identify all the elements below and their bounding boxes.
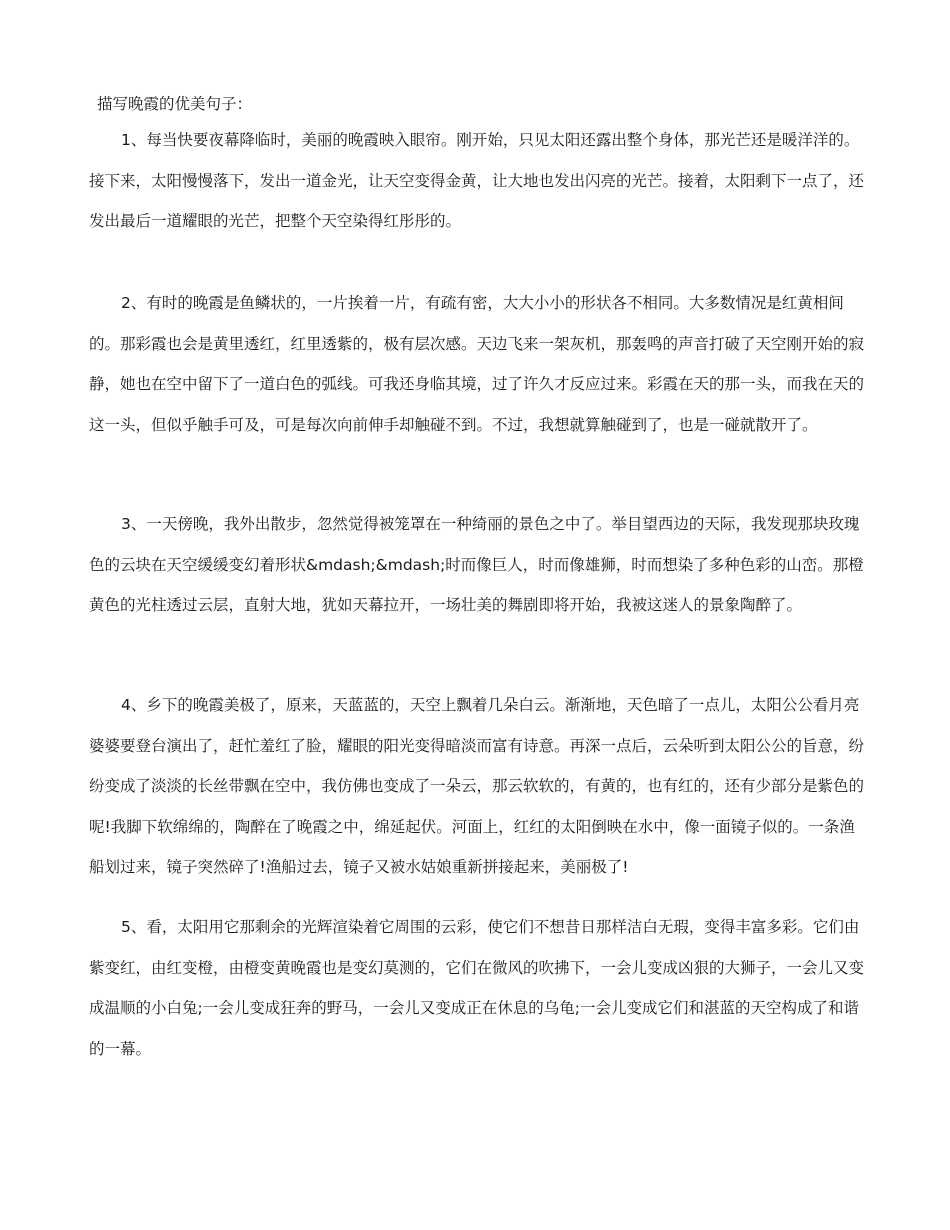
paragraph-4: 4、乡下的晚霞美极了，原来，天蓝蓝的，天空上飘着几朵白云。渐渐地，天色暗了一点儿，太阳公公看月亮婆婆要登台演出了，赶忙羞红了脸，耀眼的阳光变得暗淡而富有诗意。再深一点后，云朵听到太阳公公的旨意，纷纷变成了淡淡的长丝带飘在空中，我仿佛也变成了一朵云，那云软软的，有黄的，也有红的，还有少部分是紫色的呢!我脚下软绵绵的，陶醉在了晚霞之中，绵延起伏。河面上，红红的太阳倒映在水中，像一面镜子似的。一条渔船划过来，镜子突然碎了!渔船过去，镜子又被水姑娘重新拼接起来，美丽极了!: [89, 696, 865, 876]
paragraph-2: 2、有时的晚霞是鱼鳞状的，一片挨着一片，有疏有密，大大小小的形状各不相同。大多数情况是红黄相间的。那彩霞也会是黄里透红，红里透紫的，极有层次感。天边飞来一架灰机，那轰鸣的声音打破了天空刚开始的寂静，她也在空中留下了一道白色的弧线。可我还身临其境，过了许久才反应过来。彩霞在天的那一头，而我在天的这一头，但似乎触手可及，可是每次向前伸手却触碰不到。不过，我想就算触碰到了，也是一碰就散开了。: [89, 294, 865, 434]
paragraph-3: 3、一天傍晚，我外出散步，忽然觉得被笼罩在一种绮丽的景色之中了。举目望西边的天际，我发现那块玫瑰色的云块在天空缓缓变幻着形状&mdash;&mdash;时而像巨人，时而像雄狮，时而想染了多种色彩的山峦。那橙黄色的光柱透过云层，直射大地，犹如天幕拉开，一场壮美的舞剧即将开始，我被这迷人的景象陶醉了。: [89, 515, 864, 614]
paragraph-1: 1、每当快要夜幕降临时，美丽的晚霞映入眼帘。刚开始，只见太阳还露出整个身体，那光芒还是暖洋洋的。接下来，太阳慢慢落下，发出一道金光，让天空变得金黄，让大地也发出闪亮的光芒。接着，太阳剩下一点了，还发出最后一道耀眼的光芒，把整个天空染得红彤彤的。: [89, 131, 865, 230]
paragraph-5: 5、看，太阳用它那剩余的光辉渲染着它周围的云彩，使它们不想昔日那样洁白无瑕，变得丰富多彩。它们由紫变红，由红变橙，由橙变黄晚霞也是变幻莫测的，它们在微风的吹拂下，一会儿变成凶狠的大狮子，一会儿又变成温顺的小白兔;一会儿变成狂奔的野马，一会儿又变成正在休息的乌龟;一会儿变成它们和湛蓝的天空构成了和谐的一幕。: [89, 918, 865, 1058]
document-title: 描写晚霞的优美句子：: [97, 95, 253, 113]
